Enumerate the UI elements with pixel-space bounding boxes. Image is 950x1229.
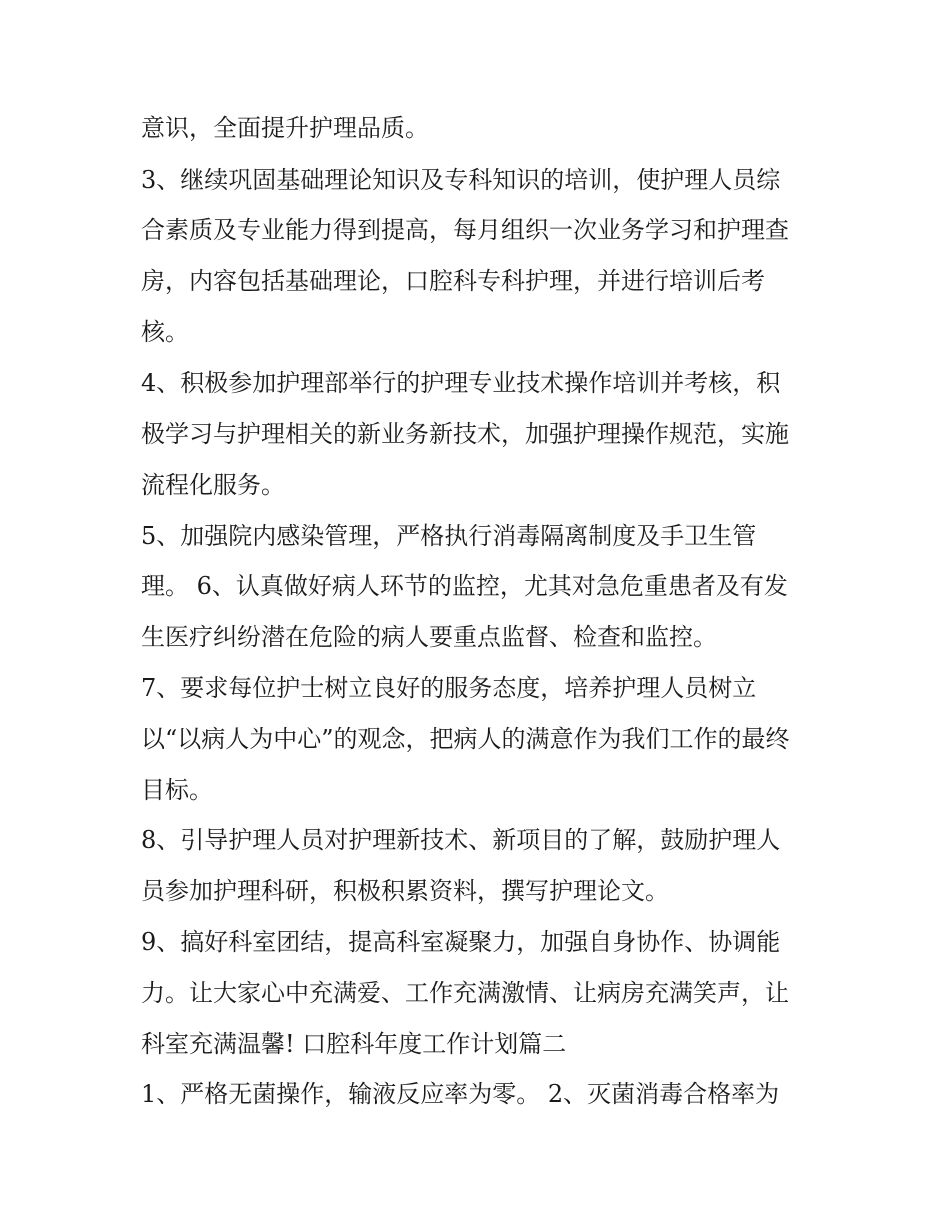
text-line: 房，内容包括基础理论，口腔科专科护理，并进行培训后考 xyxy=(141,267,765,295)
text-line: 理。 6、认真做好病人环节的监控，尤其对急危重患者及有发 xyxy=(141,572,788,600)
text-line: 9、搞好科室团结，提高科室凝聚力，加强自身协作、协调能 xyxy=(141,928,781,956)
text-line: 极学习与护理相关的新业务新技术，加强护理操作规范，实施 xyxy=(141,420,789,448)
text-line: 3、继续巩固基础理论知识及专科知识的培训，使护理人员综 xyxy=(141,166,781,194)
text-line: 科室充满温馨! 口腔科年度工作计划篇二 xyxy=(141,1030,567,1058)
text-line: 7、要求每位护士树立良好的服务态度，培养护理人员树立 xyxy=(141,674,757,702)
text-line: 4、积极参加护理部举行的护理专业技术操作培训并考核，积 xyxy=(141,369,781,397)
text-line: 核。 xyxy=(141,318,189,346)
text-line: 流程化服务。 xyxy=(141,471,285,499)
text-line: 以“以病人为中心”的观念，把病人的满意作为我们工作的最终 xyxy=(141,725,790,753)
text-line: 生医疗纠纷潜在危险的病人要重点监督、检查和监控。 xyxy=(141,623,717,651)
text-line: 目标。 xyxy=(141,776,213,804)
text-line: 意识，全面提升护理品质。 xyxy=(141,114,429,142)
text-line: 8、引导护理人员对护理新技术、新项目的了解，鼓励护理人 xyxy=(141,826,781,854)
text-line: 力。让大家心中充满爱、工作充满激情、让病房充满笑声，让 xyxy=(141,979,789,1007)
text-line: 5、加强院内感染管理，严格执行消毒隔离制度及手卫生管 xyxy=(141,522,757,550)
text-line: 合素质及专业能力得到提高，每月组织一次业务学习和护理查 xyxy=(141,216,789,244)
text-line: 员参加护理科研，积极积累资料，撰写护理论文。 xyxy=(141,877,669,905)
text-line: 1、严格无菌操作，输液反应率为零。 2、灭菌消毒合格率为 xyxy=(141,1080,780,1108)
